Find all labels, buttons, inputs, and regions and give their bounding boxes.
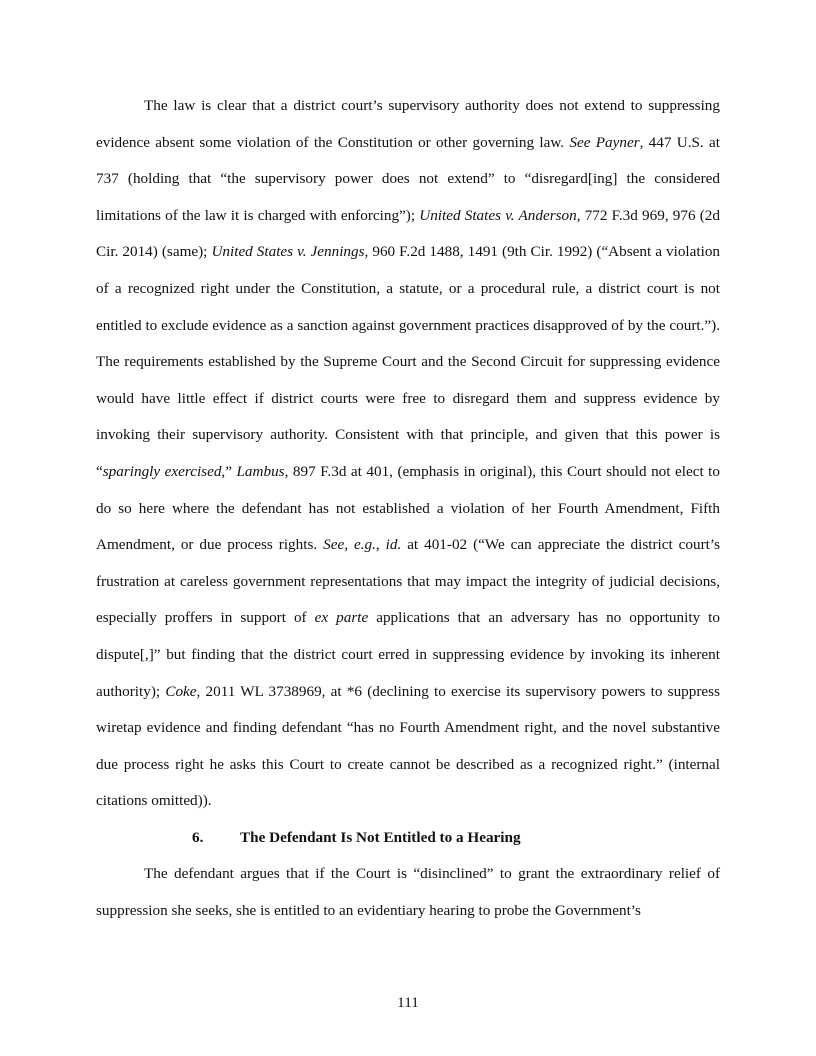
section-number: 6. (192, 828, 204, 846)
term-italic: ex parte (314, 609, 369, 627)
text-run: The defendant argues that if the Court is “disinclined” to grant the extraordinary relief of suppression she seeks, she is entitled to an evidentiary hearing to probe the Government’s (96, 865, 720, 920)
body-paragraph (96, 88, 720, 820)
text-run: at 401-02 (“We can appreciate the district court’s frustration at careless government representations that may impact the integrity of judicial decisions, especially proffers in support of (96, 536, 720, 627)
text-run: ,” (221, 462, 237, 480)
text-run: , 447 U.S. at 737 (holding that “the supervisory power does not extend” to “disregard[ing] the considered limitations of the law it is charged with enforcing”); (96, 133, 720, 224)
section-heading (96, 820, 720, 857)
text-run: , 897 F.3d at 401, (emphasis in original), this Court should not elect to do so here where the defendant has not established a violation of her Fourth Amendment, Fifth Amendment, or due process rights. (96, 462, 720, 554)
text-run: , 2011 WL 3738969, at *6 (declining to exercise its supervisory powers to suppress wiretap evidence and finding defendant “has no Fourth Amendment right, and the novel substantive due process right he asks this Court to create cannot be described as a recognized right.” (internal citations omitted)). (96, 682, 720, 810)
text-run: , 960 F.2d 1488, 1491 (9th Cir. 1992) (“Absent a violation of a recognized right under the Constitution, a statute, or a procedural rule, a district court is not entitled to exclude evidence as a sanction against government practices disapproved of by the court.”). The requirements established by the Supreme Court and the Second Circuit for suppressing evidence would have little effect if district courts were free to disregard them and suppress evidence by invoking their supervisory authority. Consistent with that principle, and given that this power is “ (96, 243, 721, 480)
citation-italic: id. (385, 536, 402, 554)
body-paragraph (96, 856, 720, 929)
citation-italic: Lambus (236, 462, 285, 480)
emphasis-italic: sparingly exercised (102, 462, 222, 480)
text-run: , (375, 536, 386, 554)
citation-italic: United States v. Jennings (211, 243, 365, 261)
text-run: The law is clear that a district court’s supervisory authority does not extend to suppressing evidence absent some violation of the Constitution or other governing law. (96, 97, 720, 151)
document-page (96, 88, 720, 930)
citation-italic: Coke (165, 682, 197, 700)
page-number: 111 (397, 994, 419, 1011)
section-title: The Defendant Is Not Entitled to a Hearing (240, 828, 521, 846)
text-run: , 772 F.3d 969, 976 (2d Cir. 2014) (same); (96, 206, 720, 261)
text-run: applications that an adversary has no opportunity to dispute[,]” but finding that the district court erred in suppressing evidence by invoking its inherent authority); (96, 609, 720, 700)
citation-italic: See Payner (569, 133, 640, 151)
citation-italic: United States v. Anderson (419, 206, 577, 224)
signal-italic: See, e.g. (323, 536, 376, 554)
